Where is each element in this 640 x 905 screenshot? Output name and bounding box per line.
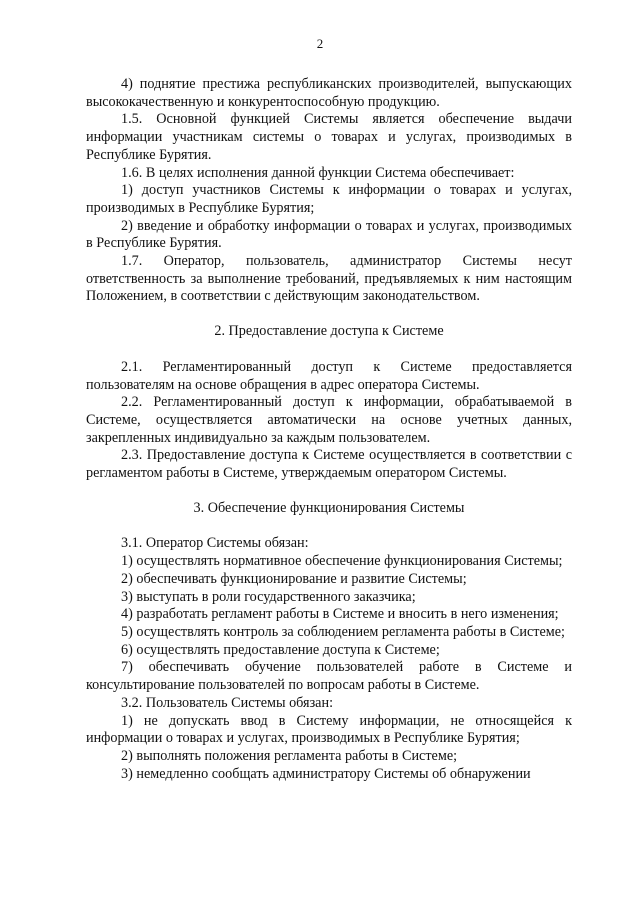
section-heading: 3. Обеспечение функционирования Системы: [193, 499, 465, 516]
list-item: 4) разработать регламент работы в Системе и вносить в него изменения;: [121, 606, 559, 623]
paragraph: 1) доступ участников Системы к информации о товарах и услугах, производимых в Республике Бурятия;: [86, 182, 572, 216]
section-heading: 2. Предоставление доступа к Системе: [214, 323, 444, 340]
paragraph: 2.1. Регламентированный доступ к Системе предоставляется пользователям на основе обращения в адрес оператора Системы.: [86, 358, 572, 393]
paragraph: 3.2. Пользователь Системы обязан:: [121, 694, 334, 711]
page-number: 2: [316, 36, 324, 51]
paragraph: 3.1. Оператор Системы обязан:: [121, 535, 309, 552]
paragraph: 2) введение и обработку информации о товарах и услугах, производимых в Республике Бурятия.: [86, 217, 572, 252]
paragraph: 1.7. Оператор, пользователь, администратор Системы несут ответственность за выполнение требований, предъявляемых к ним настоящим Положением, в соответствии с действующим законодательством.: [86, 253, 572, 305]
list-item: 1) не допускать ввод в Систему информации, не относящейся к информации о товарах и услугах, производимых в Республике Бурятия;: [86, 712, 572, 747]
list-item: 7) обеспечивать обучение пользователей работе в Системе и консультирование пользователей по вопросам работы в Системе.: [86, 659, 572, 694]
list-item: 5) осуществлять контроль за соблюдением регламента работы в Системе;: [121, 623, 565, 640]
list-item: 6) осуществлять предоставление доступа к Системе;: [121, 641, 440, 658]
paragraph: 2.3. Предоставление доступа к Системе осуществляется в соответствии с регламентом работы в Системе, утверждаемым оператором Системы.: [86, 447, 572, 482]
paragraph: 4) поднятие престижа республиканских производителей, выпускающих высококачественную и конкурентоспособную продукцию.: [86, 76, 572, 110]
document-body: [86, 76, 572, 783]
paragraph: 1.6. В целях исполнения данной функции Система обеспечивает:: [121, 164, 515, 181]
paragraph: 2.2. Регламентированный доступ к информации, обрабатываемой в Системе, осуществляется автоматически на основе учетных данных, закрепленных индивидуально за каждым пользователем.: [86, 394, 572, 446]
paragraph: 1.5. Основной функцией Системы является обеспечение выдачи информации участникам системы о товарах и услугах, производимых в Республике Бурятия.: [86, 111, 572, 163]
list-item: 3) выступать в роли государственного заказчика;: [121, 588, 416, 605]
list-item: 1) осуществлять нормативное обеспечение функционирования Системы;: [121, 553, 563, 570]
list-item: 2) выполнять положения регламента работы в Системе;: [121, 747, 458, 764]
list-item: 3) немедленно сообщать администратору Системы об обнаружении: [121, 765, 531, 782]
list-item: 2) обеспечивать функционирование и развитие Системы;: [121, 570, 467, 587]
